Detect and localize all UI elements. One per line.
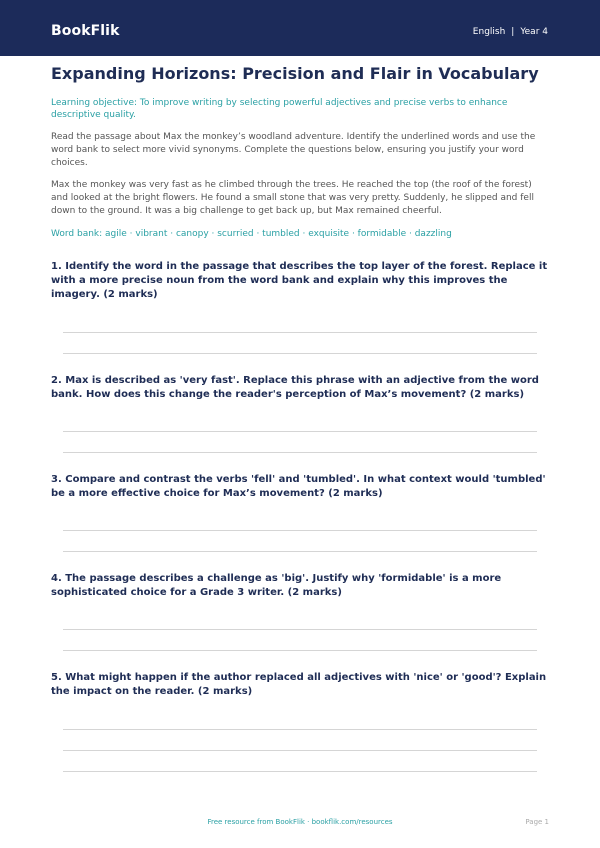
answer-lines-3	[51, 530, 549, 552]
learning-objective: Learning objective: To improve writing by selecting powerful adjectives and precise verbs to enhance descriptive quality.	[51, 98, 508, 120]
answer-line[interactable]	[63, 729, 537, 730]
header-meta	[473, 27, 548, 37]
answer-line[interactable]	[63, 771, 537, 772]
question-block-1	[51, 260, 549, 354]
instructions: Read the passage about Max the monkey’s woodland adventure. Identify the underlined words and use the word bank to select more vivid synonyms. Complete the questions below, ensuring you justify your word choices.	[51, 132, 536, 168]
answer-lines-1	[51, 332, 549, 354]
word-bank: Word bank: agile · vibrant · canopy · scurried · tumbled · exquisite · formidable · dazzling	[51, 229, 452, 239]
answer-line[interactable]	[63, 353, 537, 354]
brand-logo[interactable]: BookFlik	[51, 23, 120, 39]
question-5: 5. What might happen if the author replaced all adjectives with 'nice' or 'good'? Explain the impact on the reader. (2 marks)	[51, 672, 547, 697]
question-3: 3. Compare and contrast the verbs 'fell' and 'tumbled'. In what context would 'tumbled' be a more effective choice for Max’s movement? (2 marks)	[51, 474, 546, 499]
passage: Max the monkey was very fast as he climbed through the trees. He reached the top (the roof of the forest) and looked at the bright flowers. He found a small stone that was very pretty. Suddenly, he slipped and fell down to the ground. It was a big challenge to get back up, but Max remained cheerful.	[51, 180, 534, 216]
answer-lines-5	[51, 729, 549, 772]
answer-line[interactable]	[63, 750, 537, 751]
answer-lines-4	[51, 629, 549, 651]
page-number: Page 1	[525, 818, 549, 826]
header-bar	[0, 0, 600, 56]
worksheet-content	[51, 64, 549, 792]
year-label: Year 4	[520, 27, 548, 37]
language-label: English	[472, 27, 506, 37]
question-block-2	[51, 374, 549, 453]
answer-line[interactable]	[63, 650, 537, 651]
question-1: 1. Identify the word in the passage that describes the top layer of the forest. Replace it with a more precise noun from the word bank and explain why this improves the imagery. (2 marks)	[51, 261, 548, 300]
answer-line[interactable]	[63, 431, 537, 432]
footer-link[interactable]: Free resource from BookFlik · bookflik.com/resources	[207, 818, 393, 826]
answer-line[interactable]	[63, 551, 537, 552]
page-title: Expanding Horizons: Precision and Flair in Vocabulary	[51, 64, 539, 83]
answer-line[interactable]	[63, 332, 537, 333]
answer-line[interactable]	[63, 629, 537, 630]
answer-line[interactable]	[63, 452, 537, 453]
question-block-4	[51, 572, 549, 651]
question-block-3	[51, 473, 549, 552]
question-2: 2. Max is described as 'very fast'. Replace this phrase with an adjective from the word bank. How does this change the reader's perception of Max’s movement? (2 marks)	[51, 375, 539, 400]
answer-lines-2	[51, 431, 549, 453]
header-separator: |	[511, 27, 515, 37]
answer-line[interactable]	[63, 530, 537, 531]
question-block-5	[51, 671, 549, 772]
question-4: 4. The passage describes a challenge as 'big'. Justify why 'formidable' is a more sophisticated choice for a Grade 3 writer. (2 marks)	[51, 573, 502, 598]
